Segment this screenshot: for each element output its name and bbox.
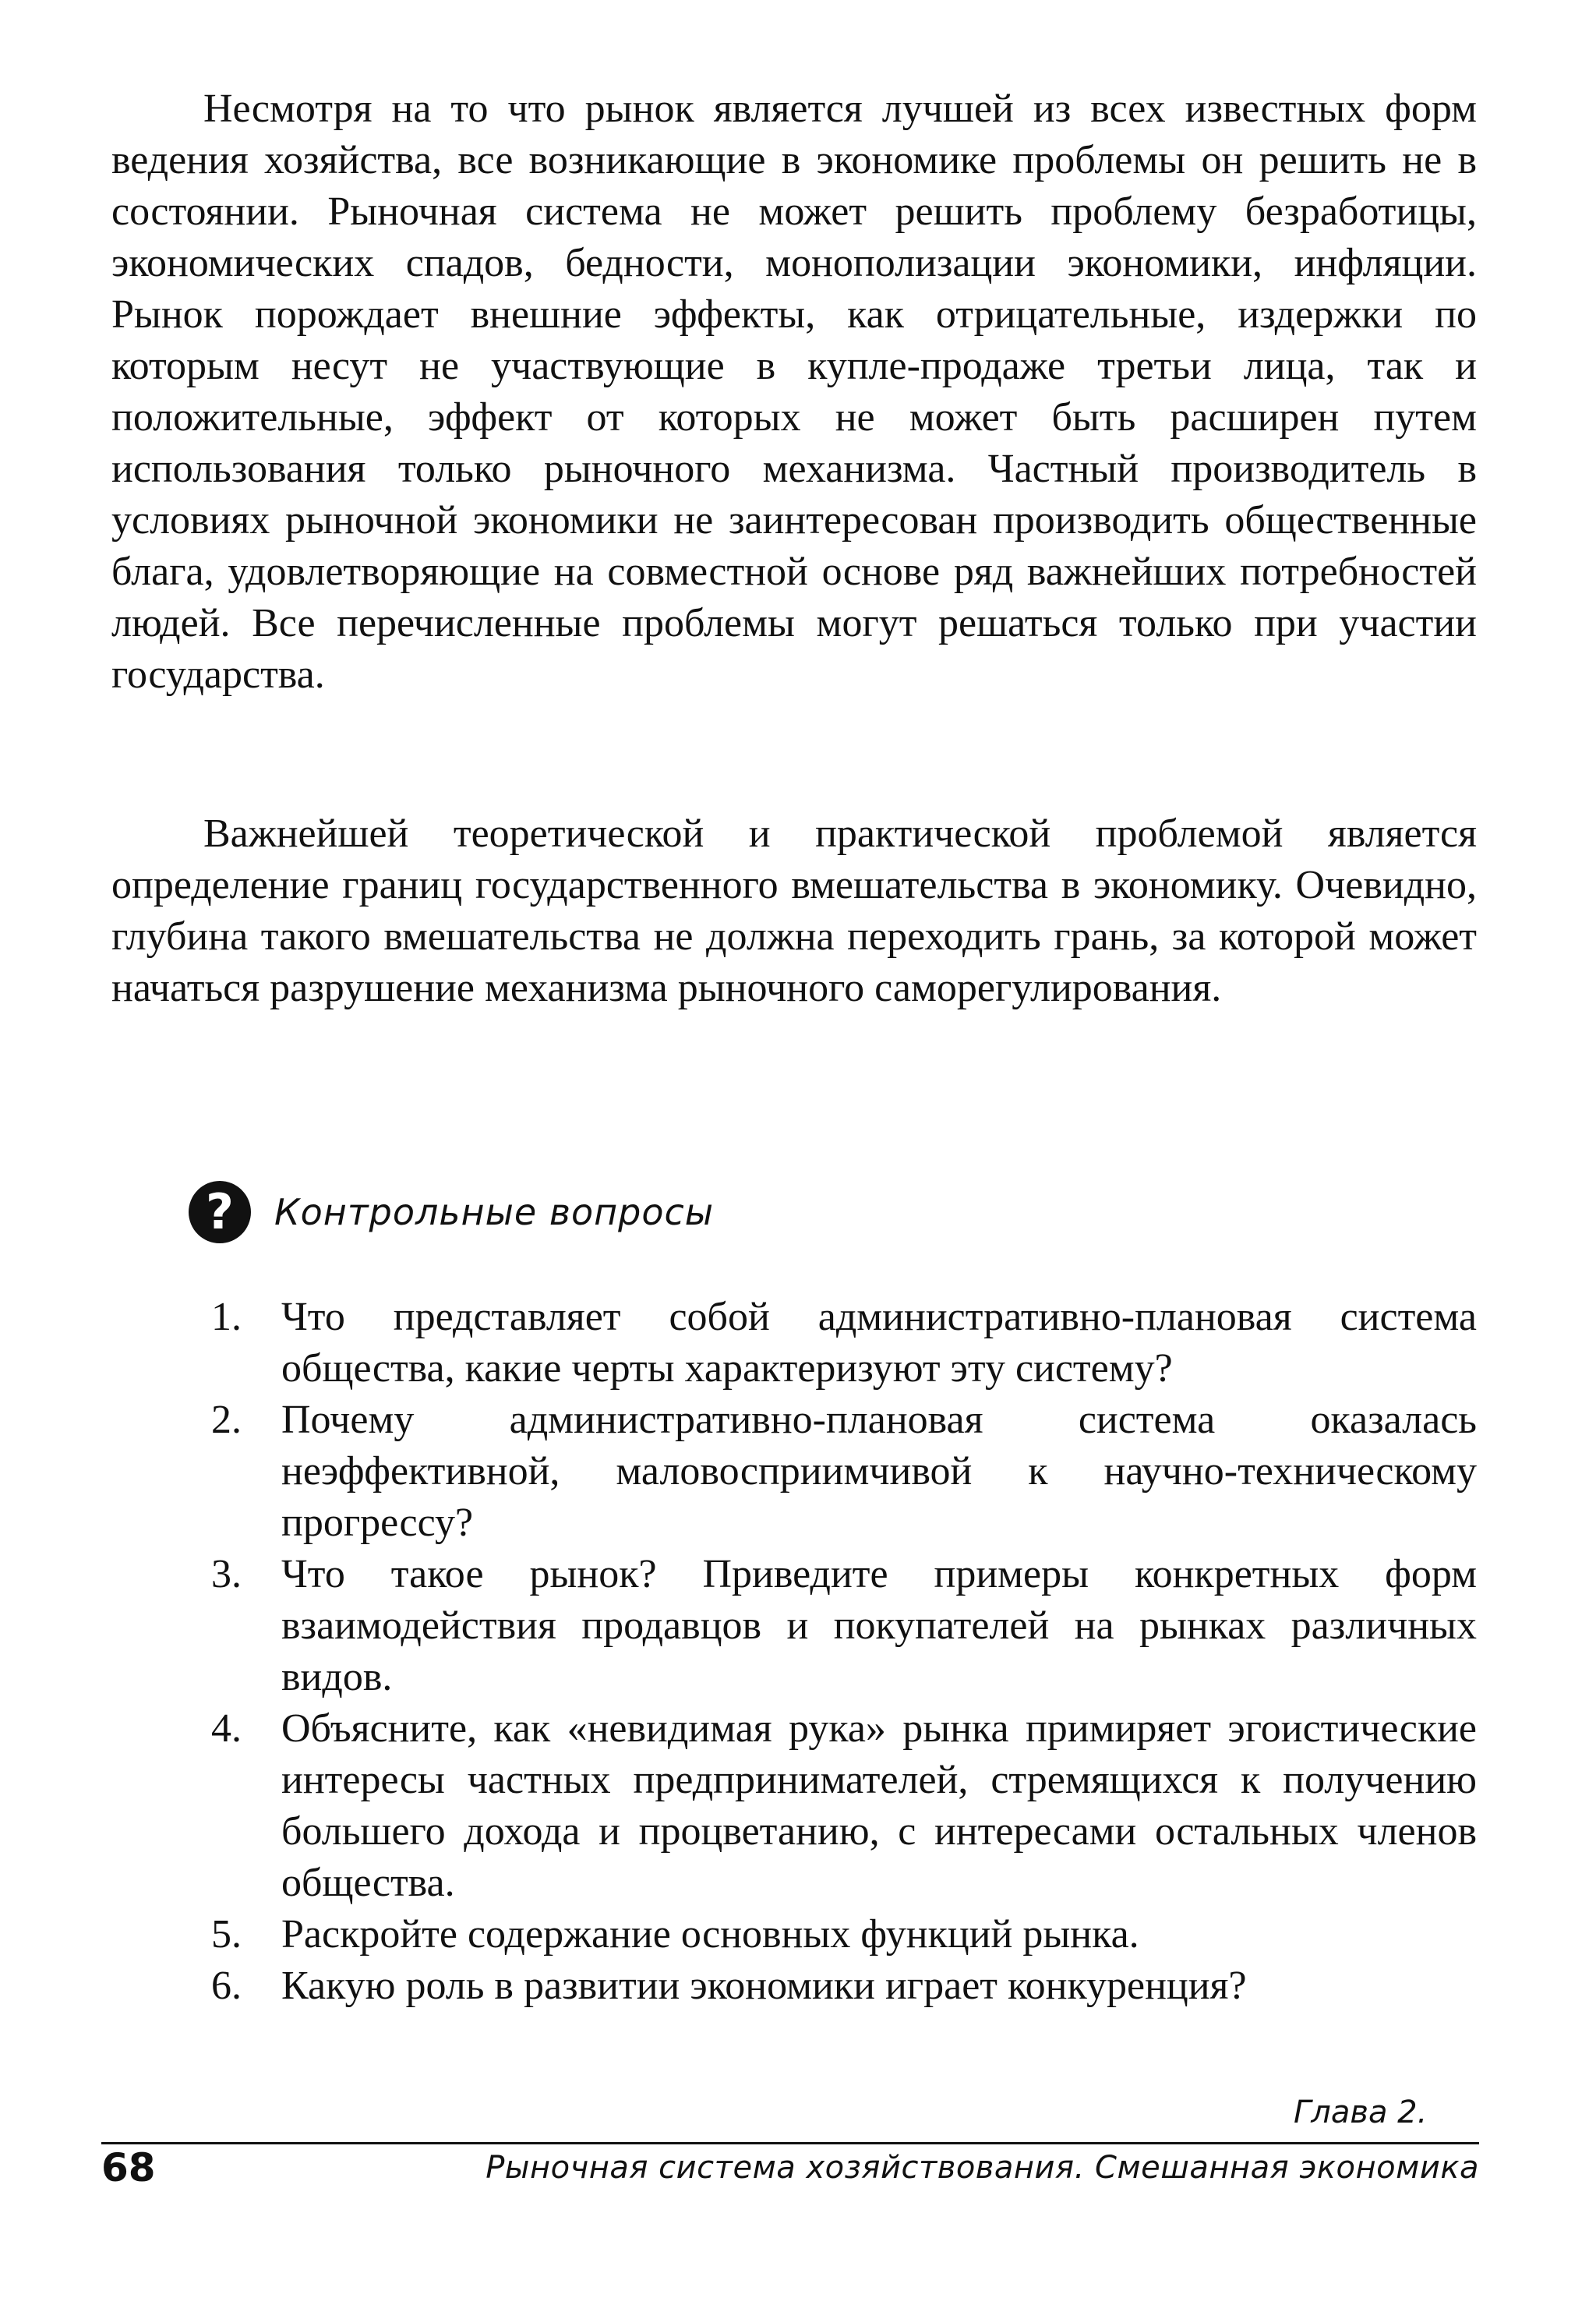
footer-chapter-label: Глава 2. xyxy=(1294,2095,1428,2130)
body-paragraph-1 xyxy=(111,83,1477,701)
footer-divider xyxy=(101,2142,1479,2144)
question-item xyxy=(189,1292,1477,1395)
question-text: Какую роль в развитии экономики играет конкуренция? xyxy=(281,1964,1247,2008)
questions-section-title: Контрольные вопросы xyxy=(274,1191,715,1233)
body-paragraph-2 xyxy=(111,808,1477,1014)
questions-list xyxy=(189,1292,1477,2012)
question-number: 2. xyxy=(211,1398,242,1442)
question-text: Объясните, как «невидимая рука» рынка примиряет эгоистические интересы частных предпринимателей, стремящихся к получению большего дохода и процветанию, с интересами остальных членов общества. xyxy=(281,1706,1477,1905)
question-item xyxy=(189,1909,1477,1960)
question-text: Что представляет собой административно-плановая система общества, какие черты характеризуют эту систему? xyxy=(281,1295,1477,1391)
question-number: 1. xyxy=(211,1295,242,1339)
question-text: Раскройте содержание основных функций рынка. xyxy=(281,1912,1139,1957)
question-item xyxy=(189,1703,1477,1909)
paragraph-text: Важнейшей теоретической и практической проблемой является определение границ государственного вмешательства в экономику. Очевидно, глубина такого вмешательства не должна переходить грань, за которой может начаться разрушение механизма рыночного саморегулирования. xyxy=(111,811,1477,1010)
question-item xyxy=(189,1395,1477,1549)
paragraph-text: Несмотря на то что рынок является лучшей из всех известных форм ведения хозяйства, все возникающие в экономике проблемы он решить не в состоянии. Рыночная система не может решить проблему безработицы, экономических спадов, бедности, монополизации экономики, инфляции. Рынок порождает внешние эффекты, как отрицательные, издержки по которым несут не участвующие в купле-продаже третьи лица, так и положительные, эффект от которых не может быть расширен путем использования только рыночного механизма. Частный производитель в условиях рыночной экономики не заинтересован производить общественные блага, удовлетворяющие на совместной основе ряд важнейших потребностей людей. Все перечисленные проблемы могут решаться только при участии государства. xyxy=(111,87,1477,697)
question-number: 5. xyxy=(211,1912,242,1957)
question-text: Что такое рынок? Приведите примеры конкретных форм взаимодействия продавцов и покупателей на рынках различных видов. xyxy=(281,1552,1477,1699)
question-item xyxy=(189,1960,1477,2012)
page-number: 68 xyxy=(101,2145,156,2190)
question-number: 3. xyxy=(211,1552,242,1596)
question-number: 6. xyxy=(211,1964,242,2008)
question-item xyxy=(189,1549,1477,1703)
question-number: 4. xyxy=(211,1706,242,1751)
questions-section-header xyxy=(189,1177,714,1247)
question-mark-icon: ? xyxy=(189,1181,251,1243)
running-title: Рыночная система хозяйствования. Смешанная экономика xyxy=(486,2150,1479,2186)
question-text: Почему административно-плановая система оказалась неэффективной, маловосприимчивой к научно-техническому прогрессу? xyxy=(281,1398,1477,1545)
